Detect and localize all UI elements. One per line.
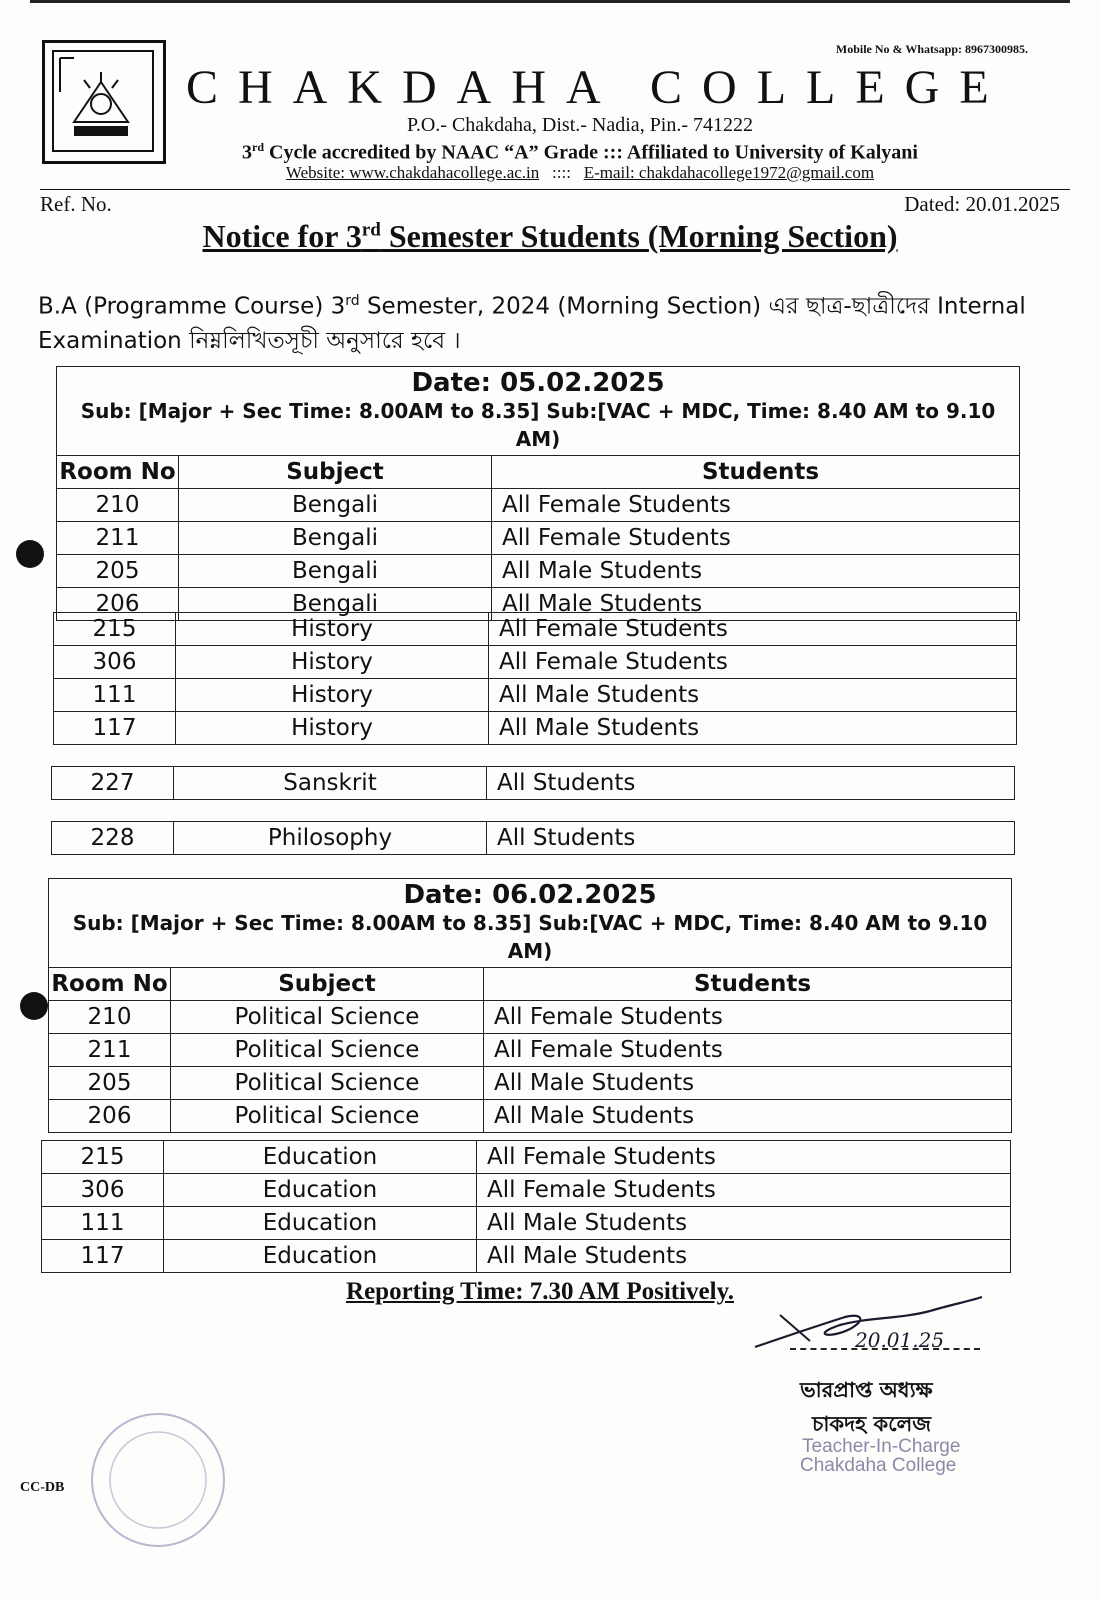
students-cell: All Male Students	[489, 712, 1017, 745]
date-header: Date: 06.02.2025 Sub: [Major + Sec Time: 8.00AM to 8.35] Sub:[VAC + MDC, Time: 8.40 AM to 9.10 AM)	[49, 879, 1012, 968]
students-cell: All Male Students	[492, 555, 1020, 588]
schedule-table-day2	[48, 878, 1012, 1133]
subject-cell: Political Science	[171, 1100, 484, 1133]
room-number-cell: 215	[54, 613, 176, 646]
students-cell: All Female Students	[492, 489, 1020, 522]
document-code: CC-DB	[20, 1480, 65, 1495]
subject-cell: Bengali	[179, 522, 492, 555]
subject-cell: Philosophy	[174, 822, 487, 855]
schedule-table-philosophy	[51, 821, 1015, 855]
table-row	[42, 1174, 1011, 1207]
accreditation-line: 3rd Cycle accredited by NAAC “A” Grade ::: Affiliated to University of Kalyani	[242, 140, 918, 164]
college-logo-inner	[52, 50, 154, 152]
room-number-cell: 211	[57, 522, 179, 555]
date-header: Date: 05.02.2025 Sub: [Major + Sec Time: 8.00AM to 8.35] Sub:[VAC + MDC, Time: 8.40 AM to 9.10 AM)	[57, 367, 1020, 456]
room-number-cell: 210	[49, 1001, 171, 1034]
students-cell: All Male Students	[477, 1240, 1011, 1273]
designation-bengali: ভারপ্রাপ্ত অধ্যক্ষ	[800, 1378, 933, 1402]
students-cell: All Female Students	[477, 1141, 1011, 1174]
room-number-cell: 306	[42, 1174, 164, 1207]
room-number-cell: 111	[42, 1207, 164, 1240]
stamp-designation: Teacher-In-Charge	[802, 1436, 961, 1457]
notice-intro: B.A (Programme Course) 3rd Semester, 2024 (Morning Section) এর ছাত্র-ছাত্রীদের Internal Examination নিম্নলিখিতসূচী অনুসারে হবে ।	[38, 293, 1026, 354]
subject-cell: Political Science	[171, 1001, 484, 1034]
students-cell: All Female Students	[492, 522, 1020, 555]
column-header-row	[49, 968, 1012, 1001]
subject-cell: Education	[164, 1207, 477, 1240]
table-row	[42, 1207, 1011, 1240]
subject-cell: History	[176, 646, 489, 679]
subject-cell: Bengali	[179, 555, 492, 588]
mobile-number: Mobile No & Whatsapp: 8967300985.	[835, 42, 1028, 56]
reporting-time: Reporting Time: 7.30 AM Positively.	[346, 1278, 734, 1305]
notice-title: Notice for 3rd Semester Students (Morning Section)	[202, 218, 898, 254]
table-row	[42, 1141, 1011, 1174]
room-number-cell: 211	[49, 1034, 171, 1067]
table-row	[54, 712, 1017, 745]
room-number-cell: 111	[54, 679, 176, 712]
logo-emblem-icon	[54, 52, 148, 146]
college-name: CHAKDAHA COLLEGE	[186, 61, 1009, 114]
students-cell: All Male Students	[484, 1100, 1012, 1133]
college-name-bengali: চাকদহ কলেজ	[812, 1412, 932, 1436]
table-row	[49, 1100, 1012, 1133]
punch-hole	[16, 540, 44, 568]
subject-cell: Education	[164, 1141, 477, 1174]
college-seal-icon	[88, 1410, 228, 1550]
room-number-cell: 227	[52, 767, 174, 800]
subject-cell: Education	[164, 1174, 477, 1207]
website-link[interactable]: Website: www.chakdahacollege.ac.in	[285, 163, 540, 182]
table-row	[52, 822, 1015, 855]
room-number-cell: 205	[49, 1067, 171, 1100]
room-number-cell: 306	[54, 646, 176, 679]
table-row	[52, 767, 1015, 800]
subject-cell: Bengali	[179, 588, 492, 621]
room-column-header: Room No	[57, 456, 179, 489]
room-number-cell: 210	[57, 489, 179, 522]
subject-column-header: Subject	[171, 968, 484, 1001]
schedule-table-history	[53, 612, 1017, 745]
email-link[interactable]: E-mail: chakdahacollege1972@gmail.com	[583, 163, 875, 182]
students-cell: All Male Students	[489, 679, 1017, 712]
students-cell: All Female Students	[489, 613, 1017, 646]
students-cell: All Students	[487, 767, 1015, 800]
college-address: P.O.- Chakdaha, Dist.- Nadia, Pin.- 741222	[406, 114, 754, 136]
subject-cell: History	[176, 712, 489, 745]
subject-cell: History	[176, 613, 489, 646]
room-number-cell: 215	[42, 1141, 164, 1174]
students-column-header: Students	[484, 968, 1012, 1001]
signature-icon	[750, 1295, 990, 1355]
students-cell: All Female Students	[489, 646, 1017, 679]
table-row	[42, 1240, 1011, 1273]
table-row	[49, 1001, 1012, 1034]
room-number-cell: 117	[54, 712, 176, 745]
students-column-header: Students	[492, 456, 1020, 489]
students-cell: All Female Students	[477, 1174, 1011, 1207]
schedule-table-day1	[56, 366, 1020, 621]
subject-cell: History	[176, 679, 489, 712]
table-row	[49, 1034, 1012, 1067]
subject-cell: Bengali	[179, 489, 492, 522]
subject-cell: Political Science	[171, 1067, 484, 1100]
table-row	[57, 555, 1020, 588]
table-row	[54, 613, 1017, 646]
table-row	[57, 522, 1020, 555]
ref-number: Ref. No.	[40, 192, 112, 216]
schedule-table-sanskrit	[51, 766, 1015, 800]
table-row	[57, 489, 1020, 522]
room-number-cell: 205	[57, 555, 179, 588]
students-cell: All Male Students	[492, 588, 1020, 621]
room-column-header: Room No	[49, 968, 171, 1001]
signature-date: 20.01.25	[855, 1328, 945, 1352]
signature-line	[790, 1348, 980, 1350]
students-cell: All Female Students	[484, 1034, 1012, 1067]
table-row	[49, 1067, 1012, 1100]
subject-cell: Political Science	[171, 1034, 484, 1067]
table-row	[54, 646, 1017, 679]
schedule-table-education	[41, 1140, 1011, 1273]
room-number-cell: 228	[52, 822, 174, 855]
table-row	[54, 679, 1017, 712]
notice-date: Dated: 20.01.2025	[904, 192, 1060, 216]
students-cell: All Female Students	[484, 1001, 1012, 1034]
students-cell: All Male Students	[484, 1067, 1012, 1100]
subject-cell: Education	[164, 1240, 477, 1273]
room-number-cell: 206	[57, 588, 179, 621]
contact-line: Website: www.chakdahacollege.ac.in :::: E-mail: chakdahacollege1972@gmail.com	[285, 163, 875, 182]
subject-cell: Sanskrit	[174, 767, 487, 800]
top-border	[30, 0, 1070, 3]
subject-column-header: Subject	[179, 456, 492, 489]
column-header-row	[57, 456, 1020, 489]
punch-hole	[20, 992, 48, 1020]
students-cell: All Students	[487, 822, 1015, 855]
header-divider	[40, 189, 1070, 190]
room-number-cell: 117	[42, 1240, 164, 1273]
stamp-college: Chakdaha College	[800, 1455, 957, 1476]
room-number-cell: 206	[49, 1100, 171, 1133]
students-cell: All Male Students	[477, 1207, 1011, 1240]
